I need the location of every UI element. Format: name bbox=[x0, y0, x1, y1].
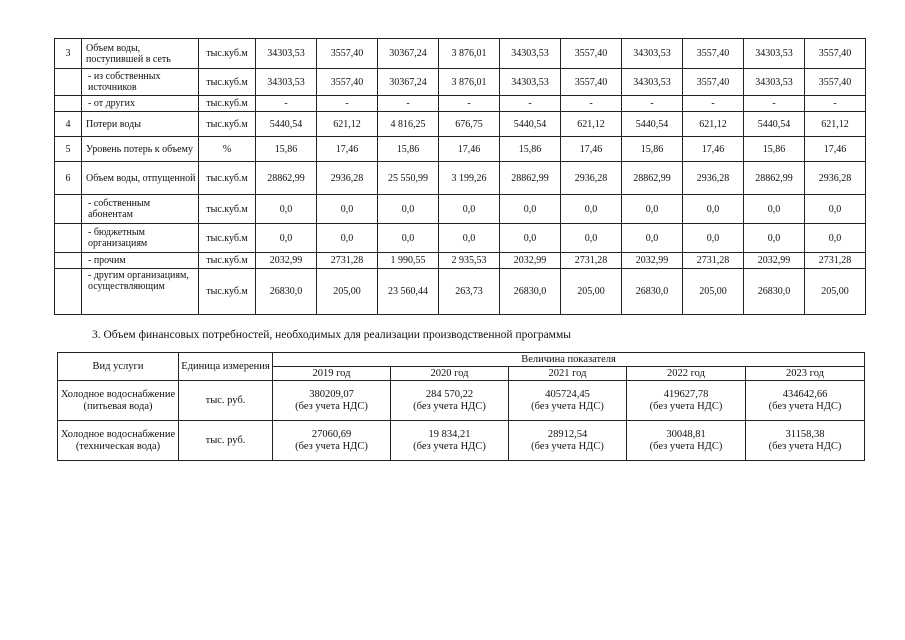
value-cell: 4 816,25 bbox=[378, 112, 439, 137]
value-cell bbox=[391, 381, 509, 421]
year-header: 2023 год bbox=[746, 367, 865, 381]
value-cell: 3557,40 bbox=[683, 69, 744, 96]
unit-cell: тыс.куб.м bbox=[199, 253, 256, 269]
value-cell: 621,12 bbox=[805, 112, 866, 137]
value-cell: 2936,28 bbox=[561, 162, 622, 195]
value-cell: - bbox=[500, 96, 561, 112]
value-cell: 17,46 bbox=[439, 137, 500, 162]
vat-note: (без учета НДС) bbox=[649, 400, 723, 412]
value-cell bbox=[391, 421, 509, 461]
value-cell: 263,73 bbox=[439, 269, 500, 315]
value-cell: 15,86 bbox=[622, 137, 683, 162]
value-cell: 0,0 bbox=[439, 224, 500, 253]
value-cell: 0,0 bbox=[378, 195, 439, 224]
table-row bbox=[55, 269, 866, 315]
row-number bbox=[55, 269, 82, 315]
value-cell bbox=[273, 381, 391, 421]
vat-note: (без учета НДС) bbox=[531, 440, 604, 452]
vat-note: (без учета НДС) bbox=[649, 440, 723, 452]
unit-cell: тыс.куб.м bbox=[199, 195, 256, 224]
indicator-name: - собственным абонентам bbox=[82, 195, 199, 224]
vat-note: (без учета НДС) bbox=[413, 440, 486, 452]
value-cell bbox=[273, 421, 391, 461]
value-cell: 205,00 bbox=[317, 269, 378, 315]
indicator-name: Уровень потерь к объему bbox=[82, 137, 199, 162]
value-cell: - bbox=[744, 96, 805, 112]
value-cell: 28862,99 bbox=[256, 162, 317, 195]
value-cell: 621,12 bbox=[317, 112, 378, 137]
value-cell: 34303,53 bbox=[256, 69, 317, 96]
value-cell: 0,0 bbox=[500, 195, 561, 224]
value-cell bbox=[746, 381, 865, 421]
service-name: Холодное водоснабжение (питьевая вода) bbox=[58, 381, 179, 421]
indicator-name: - из собственных источников bbox=[82, 69, 199, 96]
value-cell bbox=[746, 421, 865, 461]
vat-note: (без учета НДС) bbox=[295, 400, 368, 412]
value-cell: 2936,28 bbox=[805, 162, 866, 195]
value-cell: 28862,99 bbox=[622, 162, 683, 195]
value-cell: 25 550,99 bbox=[378, 162, 439, 195]
value-cell bbox=[627, 381, 746, 421]
amount: 284 570,22 bbox=[425, 388, 474, 400]
value-cell: 1 990,55 bbox=[378, 253, 439, 269]
unit-cell: тыс.куб.м bbox=[199, 162, 256, 195]
header-service: Вид услуги bbox=[58, 353, 179, 381]
value-cell: 2936,28 bbox=[317, 162, 378, 195]
table-row bbox=[55, 137, 866, 162]
table-row bbox=[55, 224, 866, 253]
value-cell: 34303,53 bbox=[500, 39, 561, 69]
value-cell: 2 935,53 bbox=[439, 253, 500, 269]
value-cell: 15,86 bbox=[744, 137, 805, 162]
value-cell: 2731,28 bbox=[683, 253, 744, 269]
indicator-name: - бюджетным организациям bbox=[82, 224, 199, 253]
value-cell: 0,0 bbox=[744, 195, 805, 224]
value-cell: 28862,99 bbox=[500, 162, 561, 195]
value-cell: - bbox=[805, 96, 866, 112]
row-number bbox=[55, 69, 82, 96]
value-cell: 5440,54 bbox=[744, 112, 805, 137]
value-cell: 2032,99 bbox=[500, 253, 561, 269]
value-cell: 3 876,01 bbox=[439, 39, 500, 69]
table-row bbox=[55, 162, 866, 195]
value-cell: - bbox=[561, 96, 622, 112]
value-cell: 26830,0 bbox=[256, 269, 317, 315]
vat-note: (без учета НДС) bbox=[768, 400, 842, 412]
value-cell: 17,46 bbox=[805, 137, 866, 162]
table-row bbox=[58, 381, 865, 421]
value-cell: 23 560,44 bbox=[378, 269, 439, 315]
table-row bbox=[55, 39, 866, 69]
value-cell: 28862,99 bbox=[744, 162, 805, 195]
unit-cell: тыс.куб.м bbox=[199, 269, 256, 315]
value-cell: 0,0 bbox=[378, 224, 439, 253]
row-number: 4 bbox=[55, 112, 82, 137]
amount: 28912,54 bbox=[547, 428, 588, 440]
value-cell: - bbox=[683, 96, 744, 112]
value-cell: - bbox=[439, 96, 500, 112]
value-cell: 15,86 bbox=[500, 137, 561, 162]
value-cell: 205,00 bbox=[683, 269, 744, 315]
vat-note: (без учета НДС) bbox=[531, 400, 604, 412]
value-cell: 0,0 bbox=[744, 224, 805, 253]
value-cell: 0,0 bbox=[683, 195, 744, 224]
value-cell: 2936,28 bbox=[683, 162, 744, 195]
value-cell bbox=[509, 381, 627, 421]
value-cell: 34303,53 bbox=[744, 39, 805, 69]
value-cell: - bbox=[256, 96, 317, 112]
amount: 380209,07 bbox=[309, 388, 354, 400]
value-cell: 17,46 bbox=[683, 137, 744, 162]
amount: 27060,69 bbox=[311, 428, 352, 440]
service-name: Холодное водоснабжение (техническая вода) bbox=[58, 421, 179, 461]
amount: 434642,66 bbox=[782, 388, 828, 400]
value-cell: 5440,54 bbox=[256, 112, 317, 137]
amount: 31158,38 bbox=[785, 428, 825, 440]
vat-note: (без учета НДС) bbox=[295, 440, 368, 452]
value-cell: 26830,0 bbox=[500, 269, 561, 315]
indicator-name: - прочим bbox=[82, 253, 199, 269]
value-cell: 26830,0 bbox=[622, 269, 683, 315]
value-cell: 2032,99 bbox=[744, 253, 805, 269]
value-cell: 3557,40 bbox=[317, 39, 378, 69]
table-row bbox=[55, 112, 866, 137]
value-cell: - bbox=[622, 96, 683, 112]
row-number: 3 bbox=[55, 39, 82, 69]
value-cell: 30367,24 bbox=[378, 39, 439, 69]
indicator-name: - от других bbox=[82, 96, 199, 112]
section-heading: 3. Объем финансовых потребностей, необходимых для реализации производственной программы bbox=[92, 329, 571, 341]
unit-cell: тыс. руб. bbox=[179, 421, 273, 461]
year-header: 2021 год bbox=[509, 367, 627, 381]
indicator-name bbox=[82, 269, 199, 315]
value-cell: 5440,54 bbox=[500, 112, 561, 137]
amount: 405724,45 bbox=[545, 388, 590, 400]
header-unit: Единица измерения bbox=[179, 353, 273, 381]
value-cell: 34303,53 bbox=[500, 69, 561, 96]
value-cell: 3557,40 bbox=[561, 69, 622, 96]
unit-cell: тыс. руб. bbox=[179, 381, 273, 421]
value-cell: 26830,0 bbox=[744, 269, 805, 315]
year-header: 2020 год bbox=[391, 367, 509, 381]
unit-cell: тыс.куб.м bbox=[199, 224, 256, 253]
financial-needs-table bbox=[57, 352, 865, 461]
value-cell: 34303,53 bbox=[622, 39, 683, 69]
table-row bbox=[55, 195, 866, 224]
value-cell: 34303,53 bbox=[744, 69, 805, 96]
value-cell: 2032,99 bbox=[622, 253, 683, 269]
table-row bbox=[58, 421, 865, 461]
value-cell: 0,0 bbox=[317, 195, 378, 224]
amount: 19 834,21 bbox=[428, 428, 471, 440]
value-cell: 621,12 bbox=[683, 112, 744, 137]
value-cell: 3557,40 bbox=[317, 69, 378, 96]
value-cell: 0,0 bbox=[805, 224, 866, 253]
value-cell: 0,0 bbox=[439, 195, 500, 224]
value-cell: 0,0 bbox=[500, 224, 561, 253]
value-cell: 2032,99 bbox=[256, 253, 317, 269]
indicator-name-text: - другим организациям, осуществляющим bbox=[88, 269, 189, 292]
value-cell: 15,86 bbox=[256, 137, 317, 162]
unit-cell: тыс.куб.м bbox=[199, 112, 256, 137]
header-value: Величина показателя bbox=[273, 353, 865, 367]
value-cell: 2731,28 bbox=[317, 253, 378, 269]
row-number: 5 bbox=[55, 137, 82, 162]
value-cell: - bbox=[378, 96, 439, 112]
value-cell: 0,0 bbox=[317, 224, 378, 253]
value-cell: 2731,28 bbox=[805, 253, 866, 269]
row-number: 6 bbox=[55, 162, 82, 195]
value-cell: 676,75 bbox=[439, 112, 500, 137]
value-cell: 34303,53 bbox=[256, 39, 317, 69]
value-cell: 0,0 bbox=[805, 195, 866, 224]
value-cell: 3 876,01 bbox=[439, 69, 500, 96]
value-cell: 3557,40 bbox=[683, 39, 744, 69]
row-number bbox=[55, 96, 82, 112]
table-row bbox=[55, 96, 866, 112]
indicator-name: Объем воды, поступившей в сеть bbox=[82, 39, 199, 69]
value-cell: 3557,40 bbox=[805, 39, 866, 69]
year-header: 2019 год bbox=[273, 367, 391, 381]
vat-note: (без учета НДС) bbox=[768, 440, 842, 452]
value-cell: 3 199,26 bbox=[439, 162, 500, 195]
unit-cell: тыс.куб.м bbox=[199, 69, 256, 96]
row-number bbox=[55, 195, 82, 224]
value-cell: - bbox=[317, 96, 378, 112]
unit-cell: тыс.куб.м bbox=[199, 39, 256, 69]
value-cell: 0,0 bbox=[256, 195, 317, 224]
value-cell: 0,0 bbox=[256, 224, 317, 253]
indicator-name: Потери воды bbox=[82, 112, 199, 137]
row-number bbox=[55, 224, 82, 253]
value-cell: 0,0 bbox=[683, 224, 744, 253]
value-cell: 30367,24 bbox=[378, 69, 439, 96]
value-cell: 15,86 bbox=[378, 137, 439, 162]
value-cell: 17,46 bbox=[561, 137, 622, 162]
amount: 30048,81 bbox=[666, 428, 706, 440]
value-cell: 17,46 bbox=[317, 137, 378, 162]
value-cell: 0,0 bbox=[622, 195, 683, 224]
table-row bbox=[55, 69, 866, 96]
value-cell: 0,0 bbox=[561, 195, 622, 224]
vat-note: (без учета НДС) bbox=[413, 400, 486, 412]
value-cell: 3557,40 bbox=[561, 39, 622, 69]
value-cell: 3557,40 bbox=[805, 69, 866, 96]
water-balance-table bbox=[54, 38, 866, 315]
row-number bbox=[55, 253, 82, 269]
value-cell: 621,12 bbox=[561, 112, 622, 137]
unit-cell: тыс.куб.м bbox=[199, 96, 256, 112]
year-header: 2022 год bbox=[627, 367, 746, 381]
amount: 419627,78 bbox=[663, 388, 709, 400]
value-cell: 0,0 bbox=[561, 224, 622, 253]
value-cell: 0,0 bbox=[622, 224, 683, 253]
table-row bbox=[55, 253, 866, 269]
value-cell: 205,00 bbox=[561, 269, 622, 315]
value-cell: 2731,28 bbox=[561, 253, 622, 269]
value-cell: 205,00 bbox=[805, 269, 866, 315]
indicator-name: Объем воды, отпущенной bbox=[82, 162, 199, 195]
value-cell bbox=[627, 421, 746, 461]
value-cell bbox=[509, 421, 627, 461]
value-cell: 5440,54 bbox=[622, 112, 683, 137]
unit-cell: % bbox=[199, 137, 256, 162]
value-cell: 34303,53 bbox=[622, 69, 683, 96]
